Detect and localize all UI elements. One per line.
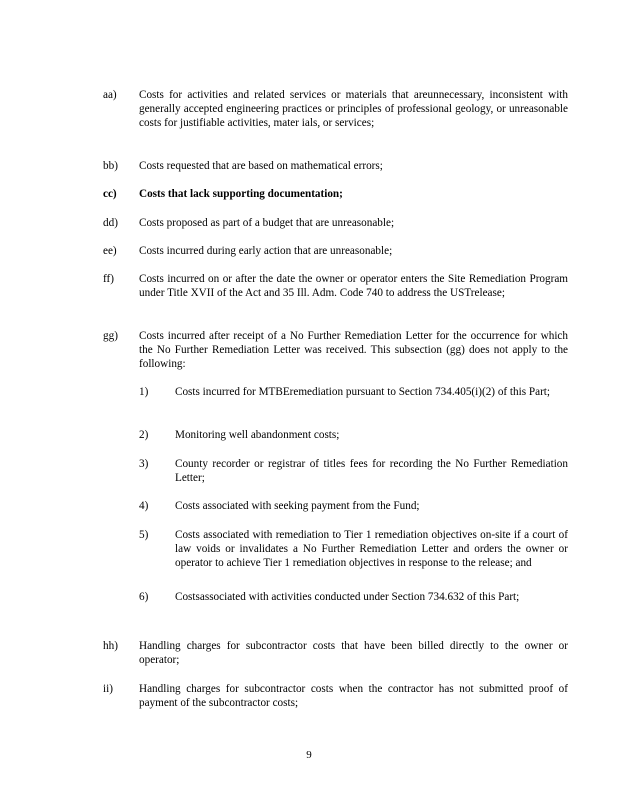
item-text: Costs for activities and related services or materials that areunnecessary, inconsistent with generally accepted engineering practices or principles of professional geology, or unreasonable costs for justifiable activities, mater ials, or services; bbox=[139, 89, 568, 130]
item-text: Costs incurred after receipt of a No Further Remediation Letter for the occurrence for which the No Further Remediation Letter was received. This subsection (gg) does not apply to the following: bbox=[139, 330, 568, 371]
item-label: dd) bbox=[103, 217, 118, 229]
list-item-hh bbox=[103, 639, 568, 667]
list-item-ff bbox=[103, 272, 568, 300]
item-text: Costs proposed as part of a budget that are unreasonable; bbox=[139, 217, 395, 229]
sub-item-text: Costsassociated with activities conducted under Section 734.632 of this Part; bbox=[175, 591, 520, 603]
list-item-ee bbox=[103, 244, 568, 258]
list-item-dd bbox=[103, 216, 568, 230]
item-label: ii) bbox=[103, 683, 113, 695]
list-item-bb bbox=[103, 159, 568, 173]
sub-item-text: Costs associated with remediation to Tier 1 remediation objectives on-site if a court of law voids or invalidates a No Further Remediation Letter and orders the owner or operator to achieve Tier 1 remediation objectives in response to the release; and bbox=[175, 529, 568, 570]
sub-item-1 bbox=[139, 385, 568, 399]
sub-item-text: Costs associated with seeking payment from the Fund; bbox=[175, 500, 420, 512]
sub-item-label: 1) bbox=[139, 386, 149, 398]
item-text: Handling charges for subcontractor costs when the contractor has not submitted proof of payment of the subcontractor costs; bbox=[139, 683, 568, 710]
sub-item-label: 6) bbox=[139, 591, 149, 603]
sub-item-4 bbox=[139, 499, 568, 513]
item-label: bb) bbox=[103, 160, 118, 172]
item-label: cc) bbox=[103, 188, 117, 200]
sub-item-label: 3) bbox=[139, 458, 149, 470]
list-item-gg bbox=[103, 329, 568, 372]
sub-item-label: 4) bbox=[139, 500, 149, 512]
list-item-cc bbox=[103, 187, 568, 201]
sub-item-5 bbox=[139, 528, 568, 571]
item-label: hh) bbox=[103, 640, 118, 652]
sub-item-label: 5) bbox=[139, 529, 149, 541]
sub-item-6 bbox=[139, 590, 568, 604]
sub-item-3 bbox=[139, 457, 568, 485]
list-item-aa bbox=[103, 88, 568, 131]
page-number: 9 bbox=[306, 749, 312, 761]
item-text: Costs requested that are based on mathematical errors; bbox=[139, 160, 383, 172]
item-label: ff) bbox=[103, 273, 114, 285]
item-text: Costs incurred on or after the date the owner or operator enters the Site Remediation Program under Title XVII of the Act and 35 Ill. Adm. Code 740 to address the USTrelease; bbox=[139, 273, 568, 300]
item-text: Costs incurred during early action that are unreasonable; bbox=[139, 245, 393, 257]
sub-item-text: Monitoring well abandonment costs; bbox=[175, 429, 340, 441]
item-text: Handling charges for subcontractor costs that have been billed directly to the owner or operator; bbox=[139, 640, 568, 667]
sub-item-text: Costs incurred for MTBEremediation pursuant to Section 734.405(i)(2) of this Part; bbox=[175, 386, 551, 398]
sub-item-text: County recorder or registrar of titles fees for recording the No Further Remediation Letter; bbox=[175, 458, 568, 485]
item-label: gg) bbox=[103, 330, 118, 342]
item-text: Costs that lack supporting documentation; bbox=[139, 188, 343, 200]
sub-item-2 bbox=[139, 428, 568, 442]
list-item-ii bbox=[103, 682, 568, 710]
item-label: aa) bbox=[103, 89, 117, 101]
item-label: ee) bbox=[103, 245, 117, 257]
sub-item-label: 2) bbox=[139, 429, 149, 441]
